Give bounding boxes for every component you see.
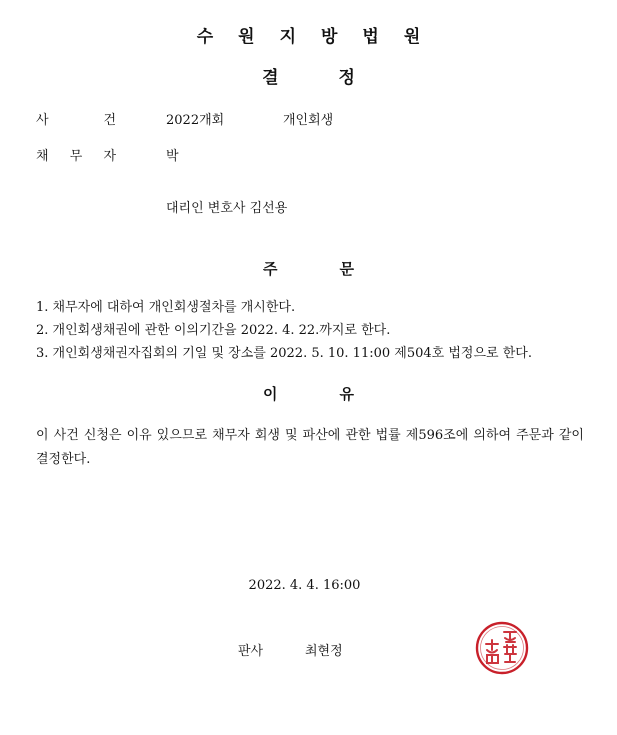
- order-item: 2. 개인회생채권에 관한 이의기간을 2022. 4. 22.까지로 한다.: [36, 323, 391, 338]
- reason-heading-char: 유: [339, 385, 354, 403]
- seal-glyphs: [486, 632, 516, 663]
- case-label: [36, 109, 116, 128]
- debtor-label-char: 무: [69, 149, 83, 164]
- case-number: 2022개회: [166, 113, 225, 128]
- order-heading-char: 주: [263, 260, 278, 278]
- order-heading-char: 문: [339, 260, 354, 278]
- order-heading: [0, 258, 617, 279]
- reason-heading-char: 이: [263, 385, 278, 403]
- seal-outer-ring: [477, 623, 527, 673]
- reason-heading: [0, 383, 617, 404]
- document-type-char: 결: [262, 68, 279, 88]
- judge-seal-stamp: [474, 620, 530, 676]
- decision-date: 2022. 4. 4. 16:00: [248, 578, 361, 593]
- document-type-title: [0, 63, 617, 88]
- order-item: 1. 채무자에 대하여 개인회생절차를 개시한다.: [36, 300, 296, 315]
- reason-text: 이 사건 신청은 이유 있으므로 채무자 회생 및 파산에 관한 법률 제596조에 의하여 주문과 같이 결정한다.: [36, 428, 584, 467]
- judge-title: 판사: [238, 644, 264, 659]
- debtor-label: [36, 145, 116, 164]
- order-item: 3. 개인회생채권자집회의 기일 및 장소를 2022. 5. 10. 11:00 제504호 법정으로 한다.: [36, 346, 532, 361]
- case-label-char: 건: [103, 113, 116, 128]
- case-label-char: 사: [36, 113, 49, 128]
- debtor-label-char: 채: [36, 149, 49, 164]
- court-name: 수원지방법원: [196, 27, 446, 47]
- debtor-name: 박: [166, 149, 179, 164]
- judge-name: 최현정: [305, 644, 343, 659]
- case-type: 개인회생: [283, 113, 334, 128]
- document-type-char: 정: [338, 68, 355, 88]
- order-list: [36, 296, 532, 365]
- debtor-label-char: 자: [103, 149, 116, 164]
- legal-agent: 대리인 변호사 김선용: [166, 201, 288, 216]
